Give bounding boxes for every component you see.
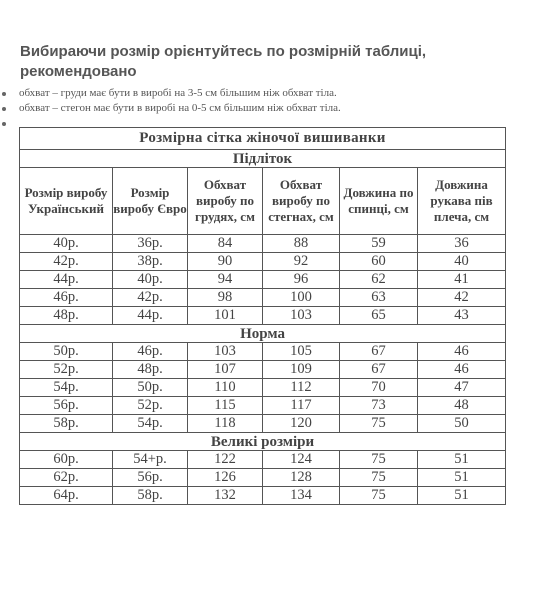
table-cell: 98 xyxy=(188,289,263,307)
table-cell: 38р. xyxy=(113,253,188,271)
table-row xyxy=(20,235,506,253)
section-heading: Підліток xyxy=(20,150,506,168)
table-cell: 94 xyxy=(188,271,263,289)
section-teen-rows xyxy=(20,235,506,325)
table-cell: 75 xyxy=(340,469,418,487)
table-cell: 48р. xyxy=(113,361,188,379)
table-cell: 101 xyxy=(188,307,263,325)
table-cell: 59 xyxy=(340,235,418,253)
table-cell: 58р. xyxy=(20,415,113,433)
table-cell: 75 xyxy=(340,451,418,469)
table-cell: 41 xyxy=(418,271,506,289)
table-row xyxy=(20,487,506,505)
table-cell: 124 xyxy=(263,451,340,469)
table-cell: 48р. xyxy=(20,307,113,325)
table-row xyxy=(20,271,506,289)
table-cell: 52р. xyxy=(20,361,113,379)
section-heading: Великі розміри xyxy=(20,433,506,451)
table-cell: 117 xyxy=(263,397,340,415)
table-cell: 46р. xyxy=(113,343,188,361)
recommendation-list xyxy=(0,86,341,131)
table-cell: 44р. xyxy=(20,271,113,289)
table-cell: 52р. xyxy=(113,397,188,415)
table-cell: 48 xyxy=(418,397,506,415)
table-cell: 62 xyxy=(340,271,418,289)
table-cell: 75 xyxy=(340,487,418,505)
bullet-icon xyxy=(2,107,6,111)
table-cell: 40р. xyxy=(20,235,113,253)
table-cell: 62р. xyxy=(20,469,113,487)
section-large-rows xyxy=(20,451,506,505)
table-cell: 122 xyxy=(188,451,263,469)
column-header: Обхват виробу по грудях, см xyxy=(188,168,263,235)
table-row xyxy=(20,361,506,379)
table-row xyxy=(20,289,506,307)
table-cell: 47 xyxy=(418,379,506,397)
table-cell: 56р. xyxy=(20,397,113,415)
table-cell: 112 xyxy=(263,379,340,397)
table-cell: 67 xyxy=(340,361,418,379)
table-cell: 88 xyxy=(263,235,340,253)
table-cell: 70 xyxy=(340,379,418,397)
page-heading: Вибираючи розмір орієнтуйтесь по розмірній таблиці, рекомендовано xyxy=(20,43,427,80)
size-chart-table xyxy=(19,127,506,505)
column-header: Довжина рукава пів плеча, см xyxy=(418,168,506,235)
table-cell: 51 xyxy=(418,451,506,469)
table-cell: 67 xyxy=(340,343,418,361)
table-cell: 84 xyxy=(188,235,263,253)
table-cell: 64р. xyxy=(20,487,113,505)
table-cell: 54+р. xyxy=(113,451,188,469)
table-cell: 103 xyxy=(263,307,340,325)
table-cell: 134 xyxy=(263,487,340,505)
table-cell: 36р. xyxy=(113,235,188,253)
table-cell: 36 xyxy=(418,235,506,253)
bullet-icon xyxy=(2,92,6,96)
table-row xyxy=(20,415,506,433)
table-title: Розмірна сітка жіночої вишиванки xyxy=(20,128,506,150)
table-cell: 75 xyxy=(340,415,418,433)
table-cell: 100 xyxy=(263,289,340,307)
table-cell: 46 xyxy=(418,343,506,361)
table-cell: 107 xyxy=(188,361,263,379)
table-cell: 42 xyxy=(418,289,506,307)
table-cell: 128 xyxy=(263,469,340,487)
table-cell: 58р. xyxy=(113,487,188,505)
table-cell: 126 xyxy=(188,469,263,487)
bullet-icon xyxy=(2,122,6,126)
table-cell: 40 xyxy=(418,253,506,271)
column-header: Розмір виробу Український xyxy=(20,168,113,235)
table-cell: 92 xyxy=(263,253,340,271)
table-cell: 73 xyxy=(340,397,418,415)
table-cell: 90 xyxy=(188,253,263,271)
table-cell: 96 xyxy=(263,271,340,289)
table-row xyxy=(20,397,506,415)
table-cell: 63 xyxy=(340,289,418,307)
table-row xyxy=(20,469,506,487)
section-normal-rows xyxy=(20,343,506,433)
table-cell: 42р. xyxy=(113,289,188,307)
table-cell: 43 xyxy=(418,307,506,325)
table-cell: 65 xyxy=(340,307,418,325)
table-cell: 40р. xyxy=(113,271,188,289)
column-header: Довжина по спинці, см xyxy=(340,168,418,235)
table-row xyxy=(20,379,506,397)
table-cell: 109 xyxy=(263,361,340,379)
table-cell: 46 xyxy=(418,361,506,379)
table-cell: 51 xyxy=(418,469,506,487)
table-cell: 42р. xyxy=(20,253,113,271)
table-cell: 50р. xyxy=(20,343,113,361)
table-row xyxy=(20,451,506,469)
column-header: Обхват виробу по стегнах, см xyxy=(263,168,340,235)
table-cell: 105 xyxy=(263,343,340,361)
table-cell: 60 xyxy=(340,253,418,271)
table-cell: 46р. xyxy=(20,289,113,307)
table-cell: 110 xyxy=(188,379,263,397)
list-item xyxy=(0,101,341,116)
note-text: обхват – груди має бути в виробі на 3-5 см більшим ніж обхват тіла. xyxy=(19,87,337,99)
table-cell: 132 xyxy=(188,487,263,505)
table-cell: 120 xyxy=(263,415,340,433)
section-heading: Норма xyxy=(20,325,506,343)
table-row xyxy=(20,343,506,361)
table-row xyxy=(20,307,506,325)
table-cell: 115 xyxy=(188,397,263,415)
table-cell: 103 xyxy=(188,343,263,361)
table-cell: 44р. xyxy=(113,307,188,325)
table-row xyxy=(20,253,506,271)
table-cell: 118 xyxy=(188,415,263,433)
table-cell: 50р. xyxy=(113,379,188,397)
list-item xyxy=(0,86,341,101)
note-text: обхват – стегон має бути в виробі на 0-5 см більшим ніж обхват тіла. xyxy=(19,102,341,114)
table-cell: 51 xyxy=(418,487,506,505)
column-header: Розмір виробу Євро xyxy=(113,168,188,235)
table-cell: 56р. xyxy=(113,469,188,487)
table-cell: 50 xyxy=(418,415,506,433)
table-cell: 54р. xyxy=(113,415,188,433)
table-cell: 60р. xyxy=(20,451,113,469)
table-cell: 54р. xyxy=(20,379,113,397)
